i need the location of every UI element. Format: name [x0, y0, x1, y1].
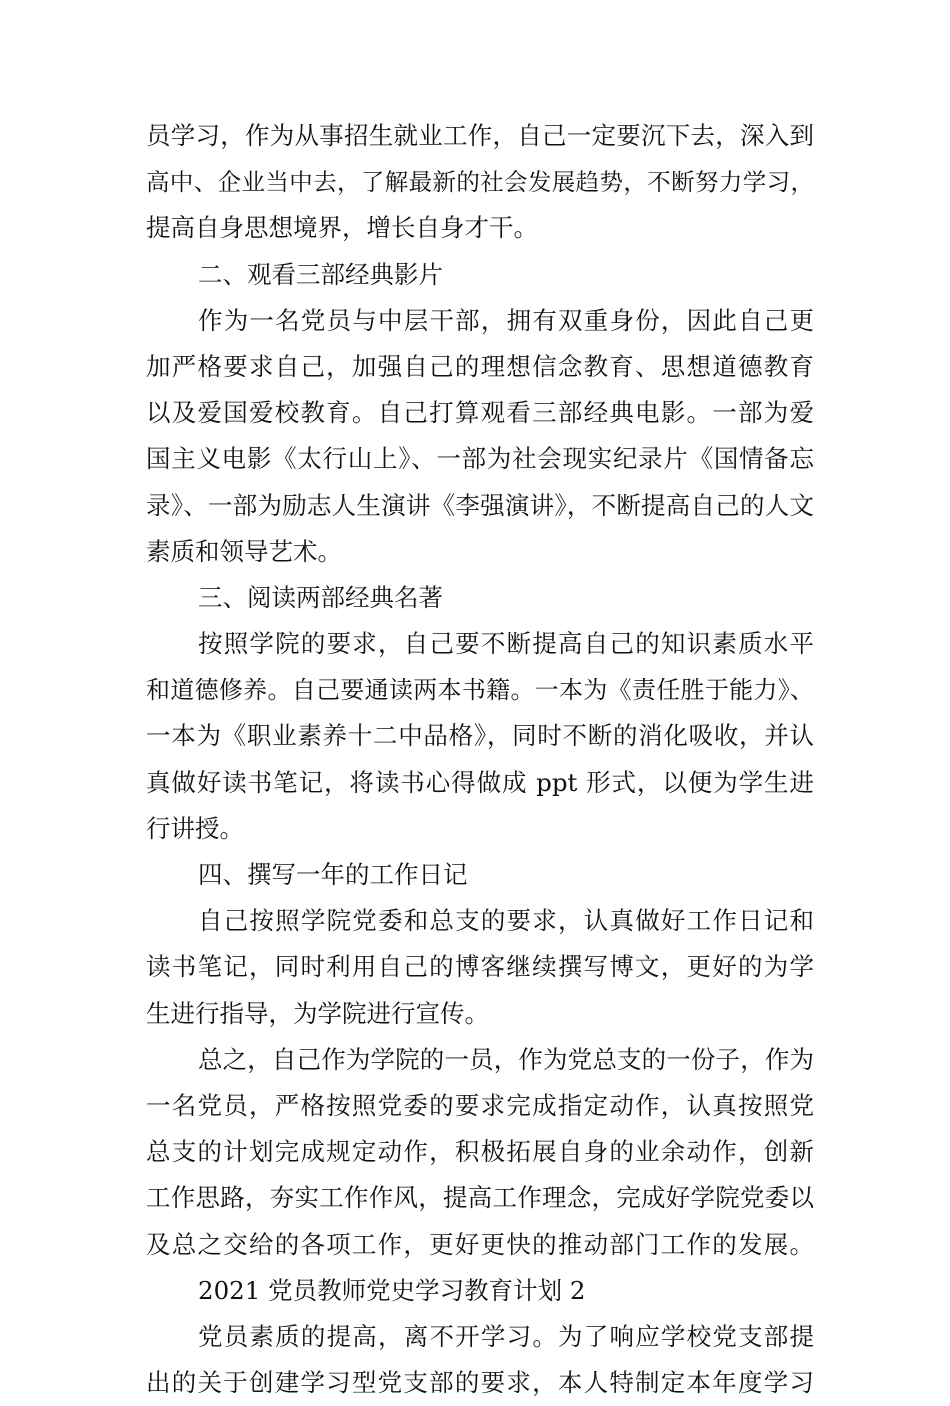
- text-line: 生进行指导，为学院进行宣传。: [146, 998, 489, 1028]
- text-line: 和道德修养。自己要通读两本书籍。一本为《责任胜于能力》、: [146, 676, 814, 705]
- document-body: [146, 113, 814, 1406]
- text-line: 提高自身思想境界，增长自身才干。: [146, 213, 538, 243]
- text-line: 二、观看三部经典影片: [198, 259, 443, 289]
- text-line: 读书笔记，同时利用自己的博客继续撰写博文，更好的为学: [146, 952, 814, 982]
- text-line: 以及爱国爱校教育。自己打算观看三部经典电影。一部为爱: [146, 398, 814, 428]
- text-line: 工作思路，夯实工作作风，提高工作理念，完成好学院党委以: [146, 1183, 814, 1213]
- text-line: 三、阅读两部经典名著: [198, 582, 443, 612]
- text-line: 国主义电影《太行山上》、一部为社会现实纪录片《国情备忘: [146, 444, 814, 474]
- text-line: 及总之交给的各项工作，更好更快的推动部门工作的发展。: [146, 1229, 814, 1259]
- text-line: 真做好读书笔记，将读书心得做成 ppt 形式，以便为学生进: [146, 767, 814, 797]
- text-line: 加严格要求自己，加强自己的理想信念教育、思想道德教育: [146, 351, 814, 381]
- text-line: 总之，自己作为学院的一员，作为党总支的一份子，作为: [198, 1044, 814, 1074]
- text-line: 高中、企业当中去，了解最新的社会发展趋势，不断努力学习，: [146, 168, 814, 197]
- text-line: 自己按照学院党委和总支的要求，认真做好工作日记和: [198, 906, 814, 936]
- text-line: 总支的计划完成规定动作，积极拓展自身的业余动作，创新: [146, 1137, 814, 1167]
- text-line: 党员素质的提高，离不开学习。为了响应学校党支部提: [198, 1321, 814, 1351]
- text-line: 出的关于创建学习型党支部的要求，本人特制定本年度学习: [146, 1368, 814, 1398]
- text-line: 一本为《职业素养十二中品格》，同时不断的消化吸收，并认: [146, 721, 814, 751]
- text-line: 一名党员，严格按照党委的要求完成指定动作，认真按照党: [146, 1090, 814, 1120]
- text-line: 四、撰写一年的工作日记: [198, 860, 468, 889]
- text-line: 按照学院的要求，自己要不断提高自己的知识素质水平: [198, 629, 814, 659]
- text-line: 作为一名党员与中层干部，拥有双重身份，因此自己更: [198, 305, 814, 335]
- text-line: 素质和领导艺术。: [146, 536, 342, 566]
- text-line: 录》、一部为励志人生演讲《李强演讲》，不断提高自己的人文: [146, 490, 814, 520]
- text-line: 2021 党员教师党史学习教育计划 2: [198, 1275, 586, 1305]
- text-line: 行讲授。: [146, 813, 244, 843]
- text-line: 员学习，作为从事招生就业工作，自己一定要沉下去，深入到: [146, 121, 814, 150]
